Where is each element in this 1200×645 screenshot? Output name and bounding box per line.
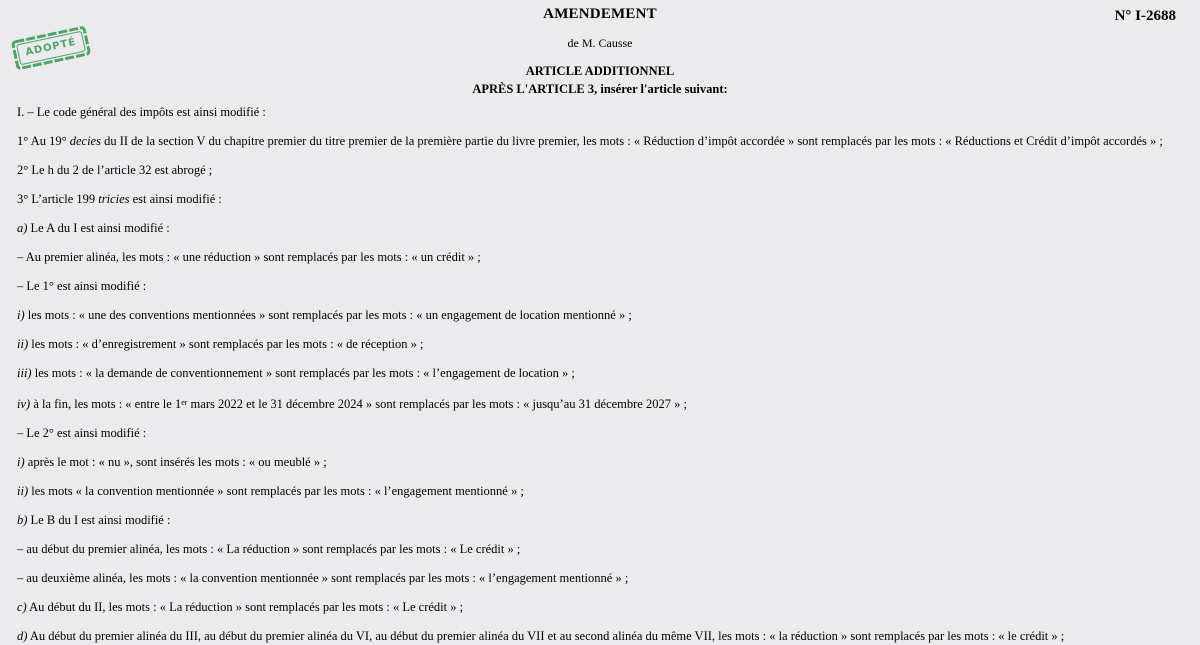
stamp-label: ADOPTÉ	[24, 36, 78, 59]
paragraph: a) Le A du I est ainsi modifié :	[17, 221, 170, 235]
paragraph: d) Au début du premier alinéa du III, au début du premier alinéa du VI, au début du premier alinéa du VII et au second alinéa du même VII, les mots : « la réduction » sont remplacés par les mots : « le crédit » ;	[17, 629, 1065, 643]
document-body	[17, 104, 1180, 645]
paragraph: – Au premier alinéa, les mots : « une réduction » sont remplacés par les mots : « un crédit » ;	[17, 250, 481, 264]
paragraph: – au deuxième alinéa, les mots : « la convention mentionnée » sont remplacés par les mots : « l’engagement mentionné » ;	[17, 571, 629, 585]
paragraph: iii) les mots : « la demande de conventionnement » sont remplacés par les mots : « l’engagement de location » ;	[17, 366, 575, 380]
paragraph: b) Le B du I est ainsi modifié :	[17, 513, 171, 527]
paragraph: 2° Le h du 2 de l’article 32 est abrogé ;	[17, 163, 213, 177]
paragraph: i) les mots : « une des conventions mentionnées » sont remplacés par les mots : « un engagement de location mentionné » ;	[17, 308, 632, 322]
paragraph: 3° L’article 199 tricies est ainsi modifié :	[17, 192, 222, 206]
paragraph: i) après le mot : « nu », sont insérés les mots : « ou meublé » ;	[17, 455, 327, 469]
paragraph: I. – Le code général des impôts est ainsi modifié :	[17, 105, 266, 119]
paragraph: iv) à la fin, les mots : « entre le 1er mars 2022 et le 31 décembre 2024 » sont remplacés par les mots : « jusqu’au 31 décembre 2027 » ;	[17, 397, 687, 411]
paragraph: ii) les mots « la convention mentionnée » sont remplacés par les mots : « l’engagement mentionné » ;	[17, 484, 524, 498]
paragraph: c) Au début du II, les mots : « La réduction » sont remplacés par les mots : « Le crédit » ;	[17, 600, 464, 614]
amendment-number: N° I-2688	[1114, 8, 1176, 24]
paragraph: 1° Au 19° decies du II de la section V du chapitre premier du titre premier de la première partie du livre premier, les mots : « Réduction d’impôt accordée » sont remplacés par les mots : « Réductions et Crédit d’impôt accordés » ;	[17, 134, 1163, 148]
article-title: ARTICLE ADDITIONNEL	[525, 64, 675, 78]
author-line: de M. Causse	[567, 36, 633, 50]
document-title: AMENDEMENT	[543, 6, 657, 22]
paragraph: – Le 2° est ainsi modifié :	[17, 426, 147, 440]
paragraph: – au début du premier alinéa, les mots : « La réduction » sont remplacés par les mots : « Le crédit » ;	[17, 542, 521, 556]
article-subtitle: APRÈS L'ARTICLE 3, insérer l'article suivant:	[472, 82, 728, 96]
paragraph: ii) les mots : « d’enregistrement » sont remplacés par les mots : « de réception » ;	[17, 337, 424, 351]
paragraph: – Le 1° est ainsi modifié :	[17, 279, 147, 293]
